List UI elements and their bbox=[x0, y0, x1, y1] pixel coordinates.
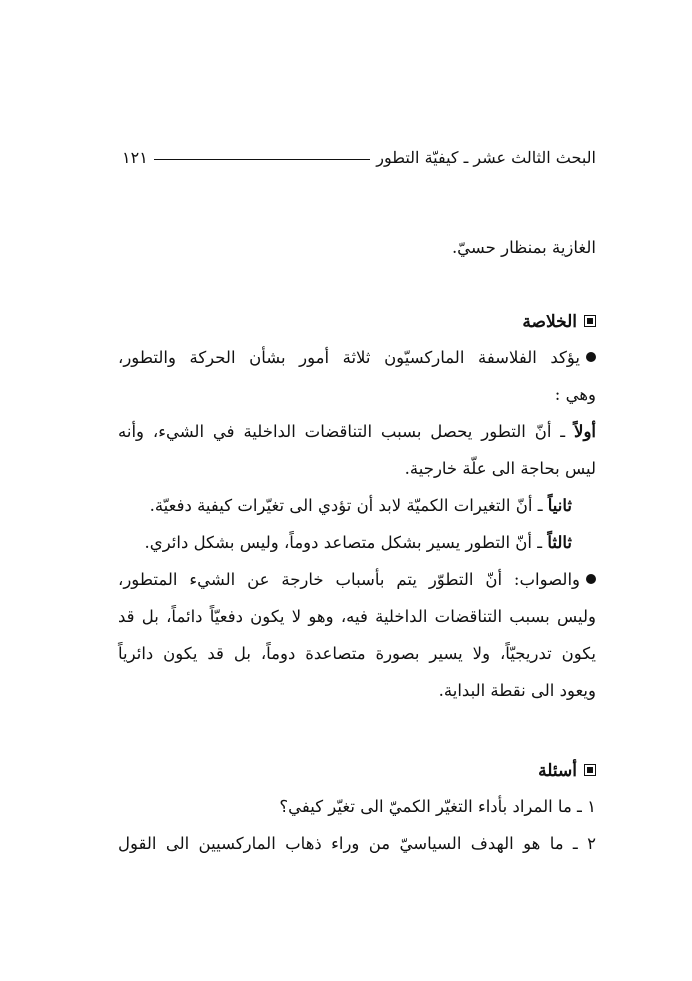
summary-bullet2-line3 bbox=[118, 642, 596, 666]
page-number: ١٢١ bbox=[122, 147, 148, 167]
summary-bullet1-line1 bbox=[118, 346, 596, 370]
bullet1-text1: يؤكد الفلاسفة الماركسيّون ثلاثة أمور بشأن الحركة والتطور، bbox=[118, 348, 581, 367]
first-label: أولاً bbox=[574, 422, 596, 441]
summary-bullet1-line2: وهي : bbox=[554, 385, 596, 404]
page-header bbox=[122, 143, 596, 171]
third-text: ـ أنّ التطور يسير بشكل متصاعد دوماً، وليس بشكل دائري. bbox=[144, 533, 548, 552]
summary-bullet2-line2 bbox=[118, 605, 596, 629]
second-point bbox=[150, 494, 572, 518]
question-1: ١ ـ ما المراد بأداء التغيّر الكميّ الى تغيّر كيفي؟ bbox=[279, 797, 596, 816]
bullet-icon bbox=[586, 352, 596, 362]
question-2 bbox=[118, 832, 596, 856]
summary-bullet2-line1 bbox=[118, 568, 596, 592]
second-text: ـ أنّ التغيرات الكميّة لابد أن تؤدي الى تغيّرات كيفية دفعيّة. bbox=[149, 496, 548, 515]
first-point-line1 bbox=[118, 420, 596, 444]
running-title: البحث الثالث عشر ـ كيفيّة التطور bbox=[376, 147, 596, 167]
summary-bullet2-line4: ويعود الى نقطة البداية. bbox=[438, 681, 596, 700]
second-label: ثانياً bbox=[547, 496, 572, 515]
third-label: ثالثاً bbox=[547, 533, 572, 552]
bullet2-text3: يكون تدريجيّاً، ولا يسير بصورة متصاعدة دوماً، بل قد يكون دائرياً bbox=[118, 644, 596, 663]
first-point-line2: ليس بحاجة الى علّة خارجية. bbox=[404, 459, 596, 478]
header-rule bbox=[154, 159, 370, 160]
question-2-text: ٢ ـ ما هو الهدف السياسيّ من وراء ذهاب الماركسيين الى القول bbox=[118, 834, 596, 853]
bullet-icon bbox=[586, 574, 596, 584]
bullet2-text1: والصواب: أنّ التطوّر يتم بأسباب خارجة عن الشيء المتطور، bbox=[118, 570, 580, 589]
questions-heading-text: أسئلة bbox=[538, 761, 577, 781]
first-text1: ـ أنّ التطور يحصل بسبب التناقضات الداخلية في الشيء، وأنه bbox=[118, 422, 575, 441]
third-point bbox=[145, 531, 572, 555]
section-box-icon bbox=[584, 764, 596, 776]
questions-heading bbox=[538, 759, 596, 783]
bullet2-text2: وليس بسبب التناقضات الداخلية فيه، وهو لا يكون دفعيّاً دائماً، بل قد bbox=[118, 607, 596, 626]
section-box-icon bbox=[584, 315, 596, 327]
summary-heading bbox=[522, 310, 596, 334]
intro-line: الغازية بمنظار حسيّ. bbox=[451, 238, 596, 257]
summary-heading-text: الخلاصة bbox=[522, 312, 577, 332]
